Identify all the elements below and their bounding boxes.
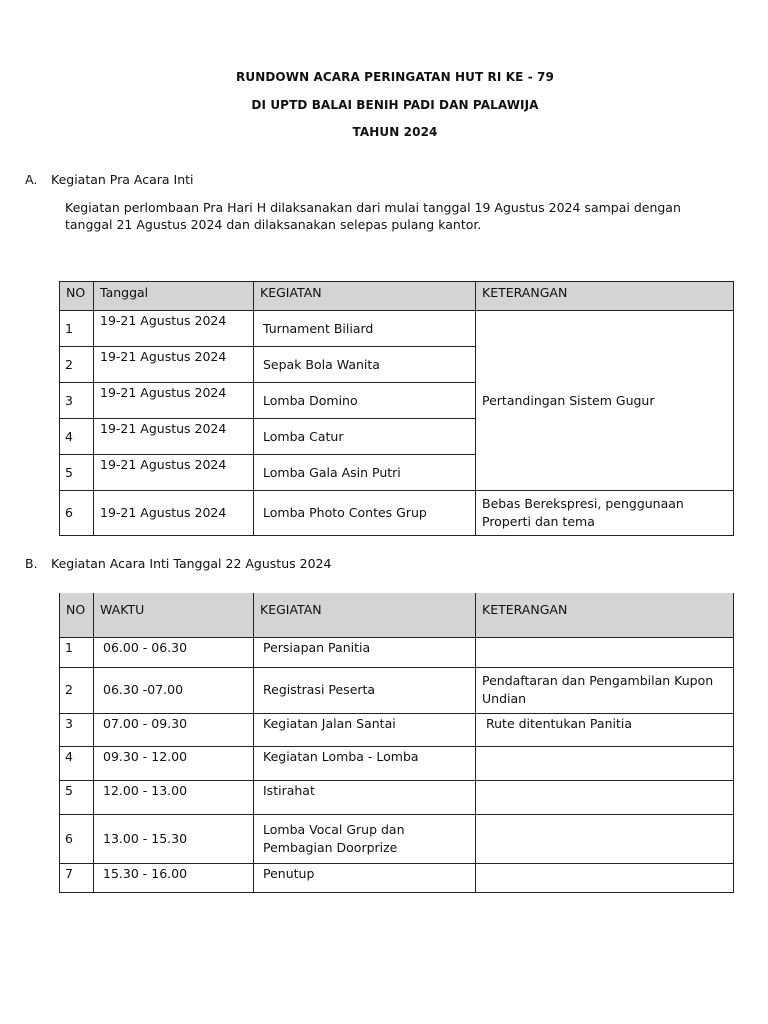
table-row [60,814,734,863]
column-header-time: WAKTU [94,593,254,637]
document-title-line-3: TAHUN 2024 [352,125,438,139]
row-note [476,780,734,814]
row-time: 15.30 - 16.00 [94,863,254,892]
row-activity: Lomba Vocal Grup dan Pembagian Doorprize [254,814,476,863]
row-activity: Persiapan Panitia [254,637,476,667]
row-date: 19-21 Agustus 2024 [94,383,254,419]
row-time: 06.30 -07.00 [94,667,254,713]
row-number: 2 [60,667,94,713]
table-row [60,713,734,746]
document-title-line-2: DI UPTD BALAI BENIH PADI DAN PALAWIJA [251,98,539,112]
column-header-activity: KEGIATAN [254,593,476,637]
row-note: Bebas Berekspresi, penggunaan Properti dan tema [476,491,734,536]
table-row [60,667,734,713]
row-note-merged: Pertandingan Sistem Gugur [476,311,734,491]
table-row [60,491,734,536]
row-number: 5 [60,455,94,491]
row-time: 07.00 - 09.30 [94,713,254,746]
section-a-title: Kegiatan Pra Acara Inti [51,172,194,187]
table-row [60,311,734,347]
table-row [60,780,734,814]
row-activity: Lomba Domino [254,383,476,419]
row-note [476,814,734,863]
row-time: 09.30 - 12.00 [94,746,254,780]
row-activity: Turnament Biliard [254,311,476,347]
section-b-heading [25,556,331,571]
table-row [60,637,734,667]
row-date: 19-21 Agustus 2024 [94,347,254,383]
table-row [60,863,734,892]
table-header-row [60,282,734,311]
row-activity: Kegiatan Jalan Santai [254,713,476,746]
column-header-no: NO [60,282,94,311]
row-activity: Penutup [254,863,476,892]
column-header-activity: KEGIATAN [254,282,476,311]
row-number: 2 [60,347,94,383]
row-number: 3 [60,713,94,746]
section-a-heading [25,172,194,187]
row-activity: Sepak Bola Wanita [254,347,476,383]
row-note [476,746,734,780]
section-b-title: Kegiatan Acara Inti Tanggal 22 Agustus 2024 [51,556,332,571]
row-date: 19-21 Agustus 2024 [94,419,254,455]
row-note: Rute ditentukan Panitia [476,713,734,746]
row-date: 19-21 Agustus 2024 [94,491,254,536]
row-number: 3 [60,383,94,419]
row-note [476,863,734,892]
main-event-table [59,593,734,893]
row-activity: Lomba Gala Asin Putri [254,455,476,491]
pre-event-table [59,281,734,536]
row-number: 4 [60,746,94,780]
row-number: 1 [60,311,94,347]
row-number: 6 [60,491,94,536]
column-header-date: Tanggal [94,282,254,311]
row-activity: Istirahat [254,780,476,814]
column-header-note: KETERANGAN [476,282,734,311]
row-activity: Lomba Photo Contes Grup [254,491,476,536]
row-date: 19-21 Agustus 2024 [94,455,254,491]
row-number: 4 [60,419,94,455]
row-date: 19-21 Agustus 2024 [94,311,254,347]
row-note [476,637,734,667]
row-number: 5 [60,780,94,814]
row-activity: Kegiatan Lomba - Lomba [254,746,476,780]
table-header-row [60,593,734,637]
row-activity: Registrasi Peserta [254,667,476,713]
row-activity: Lomba Catur [254,419,476,455]
row-note: Pendaftaran dan Pengambilan Kupon Undian [476,667,734,713]
row-time: 13.00 - 15.30 [94,814,254,863]
row-time: 12.00 - 13.00 [94,780,254,814]
row-number: 6 [60,814,94,863]
table-row [60,746,734,780]
document-title-line-1: RUNDOWN ACARA PERINGATAN HUT RI KE - 79 [236,70,554,84]
column-header-no: NO [60,593,94,637]
column-header-note: KETERANGAN [476,593,734,637]
section-a-paragraph: Kegiatan perlombaan Pra Hari H dilaksanakan dari mulai tanggal 19 Agustus 2024 sampai dengan tanggal 21 Agustus 2024 dan dilaksanakan selepas pulang kantor. [65,200,681,232]
section-a-letter: A. [25,172,38,187]
row-time: 06.00 - 06.30 [94,637,254,667]
row-number: 1 [60,637,94,667]
section-b-letter: B. [25,556,38,571]
row-number: 7 [60,863,94,892]
